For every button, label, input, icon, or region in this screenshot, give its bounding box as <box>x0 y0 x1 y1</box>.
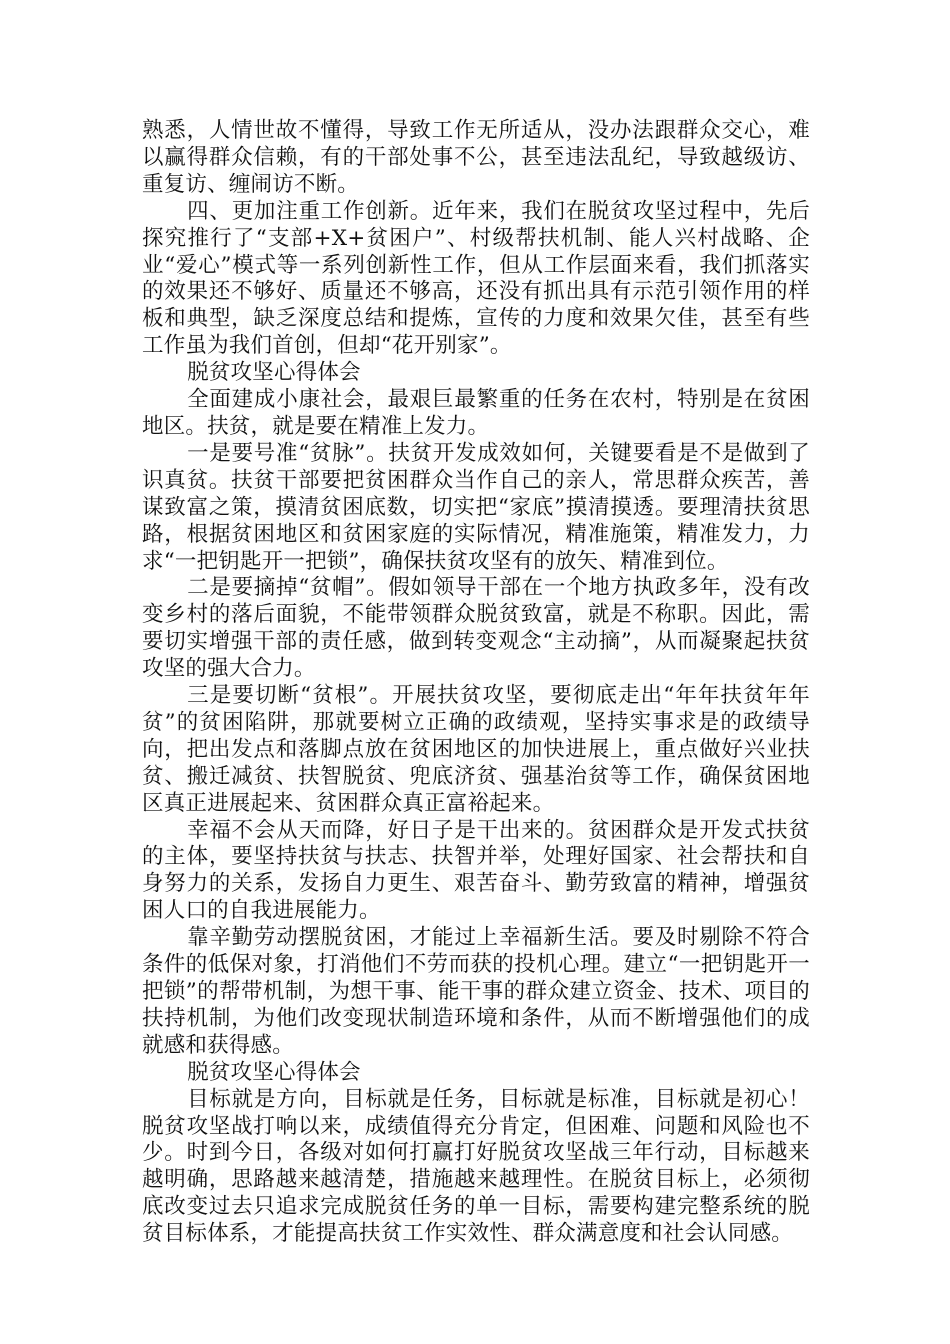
document-page <box>142 118 810 1248</box>
paragraph-intro: 全面建成小康社会，最艰巨最繁重的任务在农村，特别是在贫困地区。扶贫，就是要在精准上发力。 <box>142 387 810 439</box>
paragraph-continuation: 熟悉，人情世故不懂得，导致工作无所适从，没办法跟群众交心，难以赢得群众信赖，有的干部处事不公，甚至违法乱纪，导致越级访、重复访、缠闹访不断。 <box>142 118 810 197</box>
paragraph-goals: 目标就是方向，目标就是任务，目标就是标准，目标就是初心！脱贫攻坚战打响以来，成绩值得充分肯定，但困难、问题和风险也不少。时到今日，各级对如何打赢打好脱贫攻坚战三年行动，目标越来越明确，思路越来越清楚，措施越来越理性。在脱贫目标上，必须彻底改变过去只追求完成脱贫任务的单一目标，需要构建完整系统的脱贫目标体系，才能提高扶贫工作实效性、群众满意度和社会认同感。 <box>142 1086 810 1247</box>
paragraph-happiness: 幸福不会从天而降，好日子是干出来的。贫困群众是开发式扶贫的主体，要坚持扶贫与扶志、扶智并举，处理好国家、社会帮扶和自身努力的关系，发扬自力更生、艰苦奋斗、勤劳致富的精神，增强贫困人口的自我进展能力。 <box>142 817 810 924</box>
paragraph-point-three: 三是要切断“贫根”。开展扶贫攻坚，要彻底走出“年年扶贫年年贫”的贫困陷阱，那就要树立正确的政绩观，坚持实事求是的政绩导向，把出发点和落脚点放在贫困地区的加快进展上，重点做好兴业扶贫、搬迁减贫、扶智脱贫、兜底济贫、强基治贫等工作，确保贫困地区真正进展起来、贫困群众真正富裕起来。 <box>142 683 810 816</box>
section-heading: 脱贫攻坚心得体会 <box>187 1059 361 1085</box>
section-heading: 脱贫攻坚心得体会 <box>187 360 361 386</box>
paragraph-point-two: 二是要摘掉“贫帽”。假如领导干部在一个地方执政多年，没有改变乡村的落后面貌，不能带领群众脱贫致富，就是不称职。因此，需要切实增强干部的责任感，做到转变观念“主动摘”，从而凝聚起扶贫攻坚的强大合力。 <box>142 575 810 682</box>
paragraph-hard-work: 靠辛勤劳动摆脱贫困，才能过上幸福新生活。要及时剔除不符合条件的低保对象，打消他们不劳而获的投机心理。建立“一把钥匙开一把锁”的帮带机制，为想干事、能干事的群众建立资金、技术、项目的扶持机制，为他们改变现状制造环境和条件，从而不断增强他们的成就感和获得感。 <box>142 925 810 1058</box>
paragraph-point-one: 一是要号准“贫脉”。扶贫开发成效如何，关键要看是不是做到了识真贫。扶贫干部要把贫困群众当作自己的亲人，常思群众疾苦，善谋致富之策，摸清贫困底数，切实把“家底”摸清摸透。要理清扶贫思路，根据贫困地区和贫困家庭的实际情况，精准施策，精准发力，力求“一把钥匙开一把锁”，确保扶贫攻坚有的放矢、精准到位。 <box>142 440 810 574</box>
paragraph-work-innovation: 四、更加注重工作创新。近年来，我们在脱贫攻坚过程中，先后探究推行了“支部+X+贫困户”、村级帮扶机制、能人兴村战略、企业“爱心”模式等一系列创新性工作，但从工作层面来看，我们抓落实的效果还不够好、质量还不够高，还没有抓出具有示范引领作用的样板和典型，缺乏深度总结和提炼，宣传的力度和效果欠佳，甚至有些工作虽为我们首创，但却“花开别家”。 <box>142 198 810 359</box>
